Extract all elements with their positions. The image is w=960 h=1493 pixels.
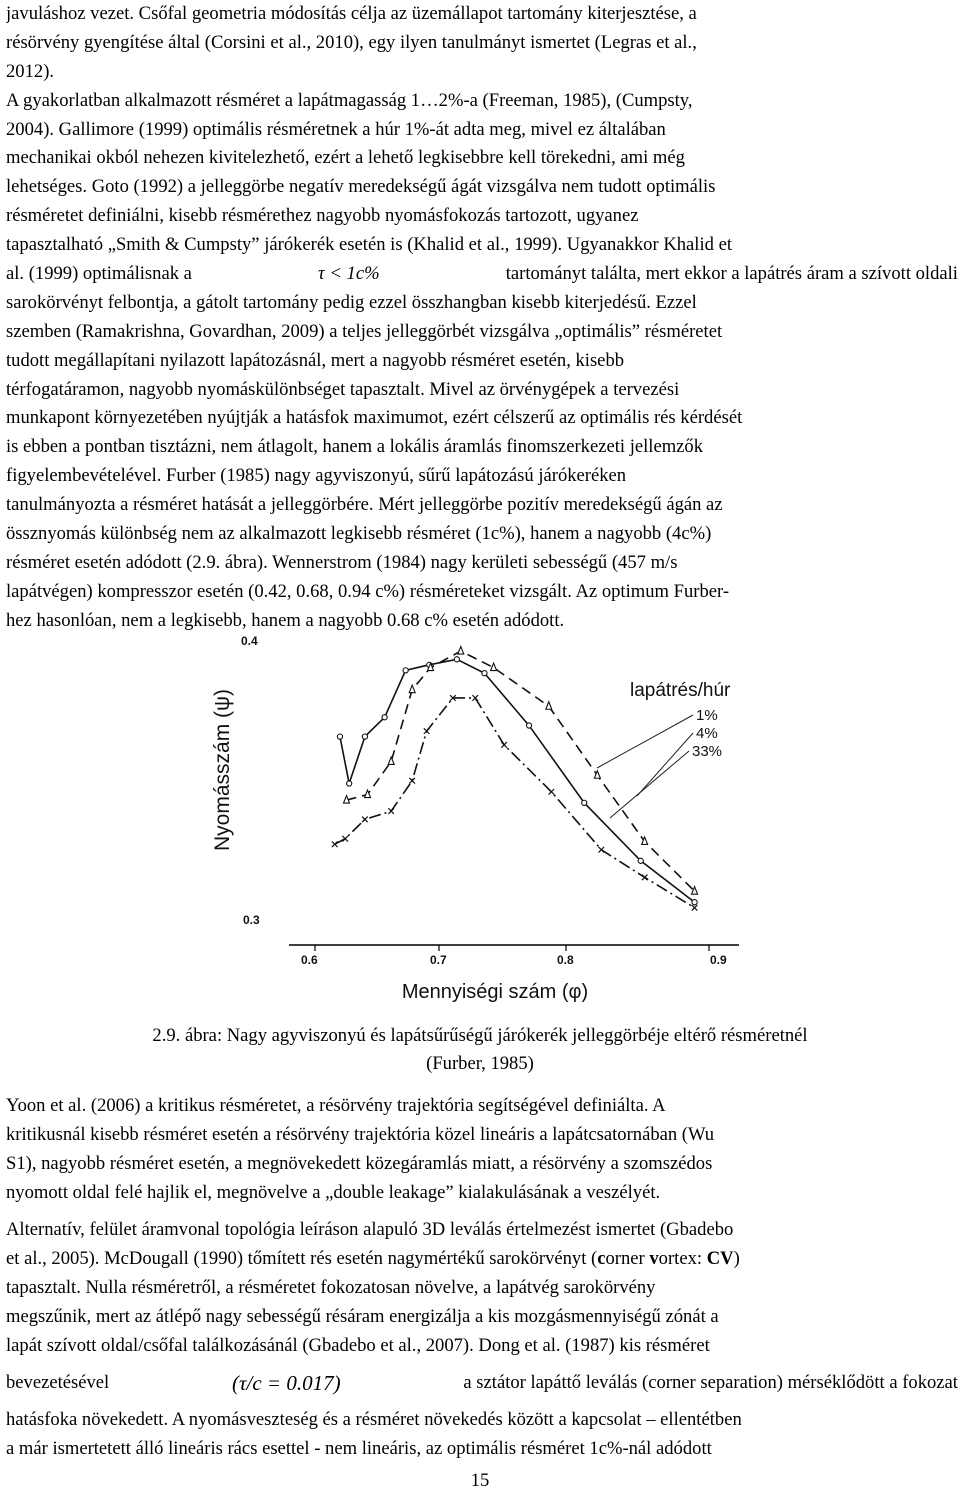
y-axis-label: Nyomásszám (ψ) xyxy=(211,689,234,851)
bold-letter: v xyxy=(649,1247,659,1269)
text-line-with-bold xyxy=(6,1245,958,1274)
text-line: résörvény gyengítése által (Corsini et al., 2010), egy ilyen tanulmányt ismertet (Legras et al., xyxy=(6,31,697,53)
text-line: mechanikai okból nehezen kivitelezhető, ezért a lehető legkisebbre kell törekedni, ami még xyxy=(6,147,685,169)
x-tick-label: 0.8 xyxy=(557,953,574,967)
text-line: Alternatív, felület áramvonal topológia leíráson alapuló 3D leválás értelmezést ismertet (Gbadebo xyxy=(6,1219,734,1240)
text-line: figyelembevételével. Furber (1985) nagy agyviszonyú, sűrű lapátozású járókeréken xyxy=(6,465,627,487)
text-line: munkapont környezetében nyújtják a hatásfok maximumot, ezért célszerű az optimális rés kérdését xyxy=(6,407,743,429)
data-point-triangle xyxy=(546,702,552,710)
text-line: össznyomás különbség nem az alkalmazott legkisebb résméret (1c%), hanem a nagyobb (4c%) xyxy=(6,523,712,545)
page-number: 15 xyxy=(470,1470,490,1491)
inline-formula: τ < 1c% xyxy=(318,263,380,285)
legend-title: lapátrés/húr xyxy=(630,680,731,701)
data-point-x xyxy=(501,742,507,748)
abbreviation-cv: CV xyxy=(706,1247,734,1269)
data-point-x xyxy=(599,847,605,853)
data-point-circle xyxy=(638,858,643,863)
text-line-with-formula xyxy=(6,260,958,289)
text-fragment: et al., 2005). McDougall (1990) tőmített rés esetén nagymértékű sarokörvényt ( xyxy=(6,1247,598,1269)
paragraph-yoon xyxy=(6,1092,958,1208)
text-line: 2012). xyxy=(6,60,55,82)
data-point-x xyxy=(362,817,368,823)
inline-formula: (τ/c = 0.017) xyxy=(232,1371,341,1396)
data-point-circle xyxy=(482,671,487,676)
text-line: térfogatáramon, nagyobb nyomáskülönbséget tapasztalt. Mivel az örvénygépek a tervezési xyxy=(6,378,680,400)
text-line: résméretet definiálni, kisebb résmérethez nagyobb nyomásfokozás tartozott, ugyanez xyxy=(6,205,639,227)
legend-entry: 1% xyxy=(696,707,718,724)
chart-svg xyxy=(205,628,765,1006)
data-point-x xyxy=(642,875,648,881)
text-line: megszűnik, mert az átlépő nagy sebességű résáram energizálja a kis mozgásmennyiségű zónát a xyxy=(6,1305,719,1327)
x-tick-label: 0.9 xyxy=(710,953,727,967)
x-tick-label: 0.7 xyxy=(430,953,447,967)
text-fragment: ortex: xyxy=(658,1247,707,1269)
figure-caption xyxy=(0,1022,960,1078)
data-point-circle xyxy=(526,723,531,728)
data-point-circle xyxy=(692,900,697,905)
legend-leader-line xyxy=(637,733,693,796)
data-point-x xyxy=(549,789,555,795)
data-point-circle xyxy=(347,781,352,786)
data-point-triangle xyxy=(409,685,415,693)
x-tick-label: 0.6 xyxy=(301,953,318,967)
text-fragment: ) xyxy=(733,1247,740,1269)
text-line: Yoon et al. (2006) a kritikus résméretet, a résörvény trajektória segítségével definiálta. A xyxy=(6,1095,666,1116)
y-tick-label: 0.3 xyxy=(243,913,260,927)
text-line: kritikusnál kisebb résméret esetén a résörvény trajektória közel lineáris a lapátcsatornában (Wu xyxy=(6,1123,715,1145)
text-line: A gyakorlatban alkalmazott résméret a lapátmagasság 1…2%-a (Freeman, 1985), (Cumpsty, xyxy=(6,89,693,111)
data-point-x xyxy=(388,808,394,814)
data-point-x xyxy=(342,836,348,842)
text-line: szemben (Ramakrishna, Govardhan, 2009) a teljes jelleggörbét vizsgálva „optimális” résméretet xyxy=(6,320,723,342)
text-fragment: orner xyxy=(605,1247,650,1269)
legend-entry: 33% xyxy=(692,743,723,760)
caption-line: 2.9. ábra: Nagy agyviszonyú és lapátsűrűségű járókerék jelleggörbéje eltérő résméretnél xyxy=(152,1025,808,1046)
figure-chart xyxy=(205,628,765,1006)
text-line: hatásfoka növekedett. A nyomásveszteség és a résméret növekedés között a kapcsolat – ellentétben xyxy=(6,1409,742,1431)
text-line: S1), nagyobb résméret esetén, a megnövekedett közegáramlás miatt, a résörvény a szomszédos xyxy=(6,1152,713,1174)
text-line: nyomott oldal felé hajlik el, megnövelve a „double leakage” kialakulásának a veszélyét. xyxy=(6,1181,661,1203)
data-point-circle xyxy=(403,668,408,673)
data-point-x xyxy=(424,728,430,734)
data-point-triangle xyxy=(388,757,394,765)
text-line: tudott megállapítani nyilazott lapátozásnál, mert a nagyobb résméret esetén, kisebb xyxy=(6,349,625,371)
text-fragment: al. (1999) optimálisnak a xyxy=(6,263,192,285)
text-line: a már ismertetett álló lineáris rács esettel - nem lineáris, az optimális résméret 1c%-nál adódott xyxy=(6,1438,712,1460)
text-line: lapátvégen) kompresszor esetén (0.42, 0.68, 0.94 c%) résméreteket vizsgált. Az optimum Furber- xyxy=(6,580,730,602)
text-line: sarokörvényt felbontja, a gátolt tartomány pedig ezzel összhangban kisebb kiterjedésű. Ezzel xyxy=(6,291,697,313)
y-tick-label: 0.4 xyxy=(241,634,258,648)
text-line-with-formula xyxy=(6,1360,958,1406)
series-line-33pct xyxy=(335,698,695,908)
data-point-circle xyxy=(382,715,387,720)
data-point-x xyxy=(332,841,338,847)
data-point-circle xyxy=(454,657,459,662)
text-line: 2004). Gallimore (1999) optimális résméretnek a húr 1%-át adta meg, mivel ez általában xyxy=(6,118,666,140)
text-line: is ebben a pontban tisztázni, nem átlagolt, hanem a lokális áramlás finomszerkezeti jellemzők xyxy=(6,436,704,458)
text-line: tapasztalható „Smith & Cumpsty” járókerék esetén is (Khalid et al., 1999). Ugyanakkor Khalid et xyxy=(6,234,732,256)
text-fragment: bevezetésével xyxy=(6,1372,110,1394)
data-point-circle xyxy=(362,734,367,739)
paragraph-intro xyxy=(6,0,958,636)
data-point-x xyxy=(692,905,698,911)
data-point-circle xyxy=(337,734,342,739)
text-line: tanulmányozta a résméret hatását a jelleggörbére. Mért jelleggörbe pozitív meredekségű ágán az xyxy=(6,494,723,516)
text-line: javuláshoz vezet. Csőfal geometria módosítás célja az üzemállapot tartomány kiterjesztése, a xyxy=(6,3,697,24)
legend-leader-line xyxy=(610,751,689,818)
legend-entry: 4% xyxy=(696,725,718,742)
text-fragment: a sztátor lapáttő leválás (corner separation) mérséklődött a fokozat xyxy=(463,1372,958,1394)
text-line: lehetséges. Goto (1992) a jelleggörbe negatív meredekségű ágát vizsgálva nem tudott optimális xyxy=(6,176,716,198)
data-point-x xyxy=(472,695,478,701)
caption-line: (Furber, 1985) xyxy=(426,1053,534,1074)
x-axis-label: Mennyiségi szám (φ) xyxy=(401,981,589,1003)
text-line: hez hasonlóan, nem a legkisebb, hanem a nagyobb 0.68 c% esetén adódott. xyxy=(6,609,565,631)
data-point-circle xyxy=(582,800,587,805)
paragraph-alternative xyxy=(6,1216,958,1464)
text-fragment: tartományt találta, mert ekkor a lapátrés áram a szívott oldali xyxy=(505,263,958,285)
bold-letter: c xyxy=(597,1247,606,1269)
text-line: résméret esetén adódott (2.9. ábra). Wennerstrom (1984) nagy kerületi sebességű (457 m/s xyxy=(6,551,678,573)
data-point-triangle xyxy=(458,647,464,655)
text-line: lapát szívott oldal/csőfal találkozásánál (Gbadebo et al., 2007). Dong et al. (1987) kis résméret xyxy=(6,1334,710,1356)
data-point-triangle xyxy=(491,663,497,671)
data-point-triangle xyxy=(692,887,698,895)
text-line: tapasztalt. Nulla résméretről, a résméretet fokozatosan növelve, a lapátvég sarokörvény xyxy=(6,1276,656,1298)
